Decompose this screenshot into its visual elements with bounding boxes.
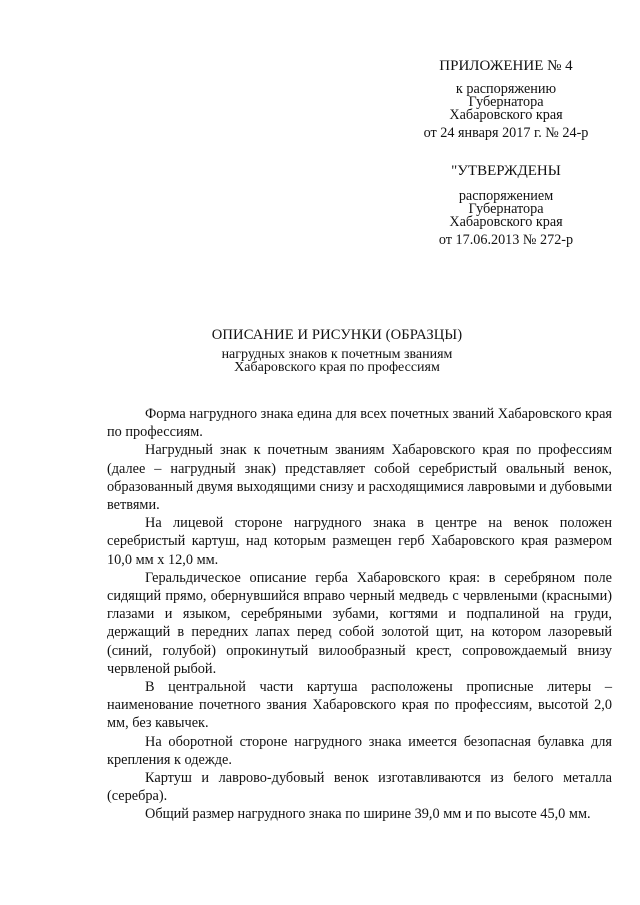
- paragraph: Общий размер нагрудного знака по ширине 39,0 мм и по высоте 45,0 мм.: [145, 806, 591, 823]
- appendix-title: ПРИЛОЖЕНИЕ № 4: [439, 58, 573, 74]
- paragraph: Геральдическое описание герба Хабаровского края: в серебряном поле сидящий прямо, обернувшийся вправо черный медведь с червлеными (красными) глазами и языком, серебряными зубами, когтями и подпалиной на груди, держащий в передних лапах перед собой золотой щит, на котором лазоревый (синий, голубой) опрокинутый вилообразный крест, сопровождаемый внизу червленой рыбой.: [107, 569, 612, 677]
- appendix-block: [395, 58, 617, 247]
- approved-line-3: Хабаровского края: [449, 214, 563, 230]
- document-subtitle-line-1: нагрудных знаков к почетным званиям: [221, 347, 453, 362]
- approved-title: "УТВЕРЖДЕНЫ: [451, 163, 561, 179]
- order-line-2: Губернатора: [468, 94, 544, 110]
- paragraph: На оборотной стороне нагрудного знака имеется безопасная булавка для крепления к одежде.: [107, 733, 612, 768]
- approved-line-2: Губернатора: [468, 201, 544, 217]
- document-title: ОПИСАНИЕ И РИСУНКИ (ОБРАЗЦЫ): [211, 327, 463, 343]
- paragraph: Форма нагрудного знака едина для всех почетных званий Хабаровского края по профессиям.: [107, 406, 612, 441]
- order-line-3: Хабаровского края: [449, 107, 563, 123]
- paragraph: В центральной части картуша расположены прописные литеры – наименование почетного звания Хабаровского края по профессиям, высотой 2,0 мм, без кавычек.: [107, 679, 612, 732]
- order-line-1: к распоряжению: [455, 81, 557, 97]
- spacer: [395, 140, 617, 163]
- order-date: от 24 января 2017 г. № 24-р: [423, 125, 589, 141]
- document-body: [107, 405, 612, 824]
- paragraph: На лицевой стороне нагрудного знака в центре на венок положен серебристый картуш, над которым размещен герб Хабаровского края размером 10,0 мм х 12,0 мм.: [107, 515, 612, 568]
- paragraph: Картуш и лаврово-дубовый венок изготавливаются из белого металла (серебра).: [107, 770, 612, 805]
- paragraph: Нагрудный знак к почетным званиям Хабаровского края по профессиям (далее – нагрудный знак) представляет собой серебристый овальный венок, образованный двумя выходящими снизу и расходящимися лавровыми и дубовыми ветвями.: [107, 442, 612, 514]
- approved-line-1: распоряжением: [458, 188, 554, 204]
- document-subtitle-line-2: Хабаровского края по профессиям: [234, 360, 440, 375]
- document-title-block: [60, 326, 614, 374]
- approved-date: от 17.06.2013 № 272-р: [438, 232, 574, 248]
